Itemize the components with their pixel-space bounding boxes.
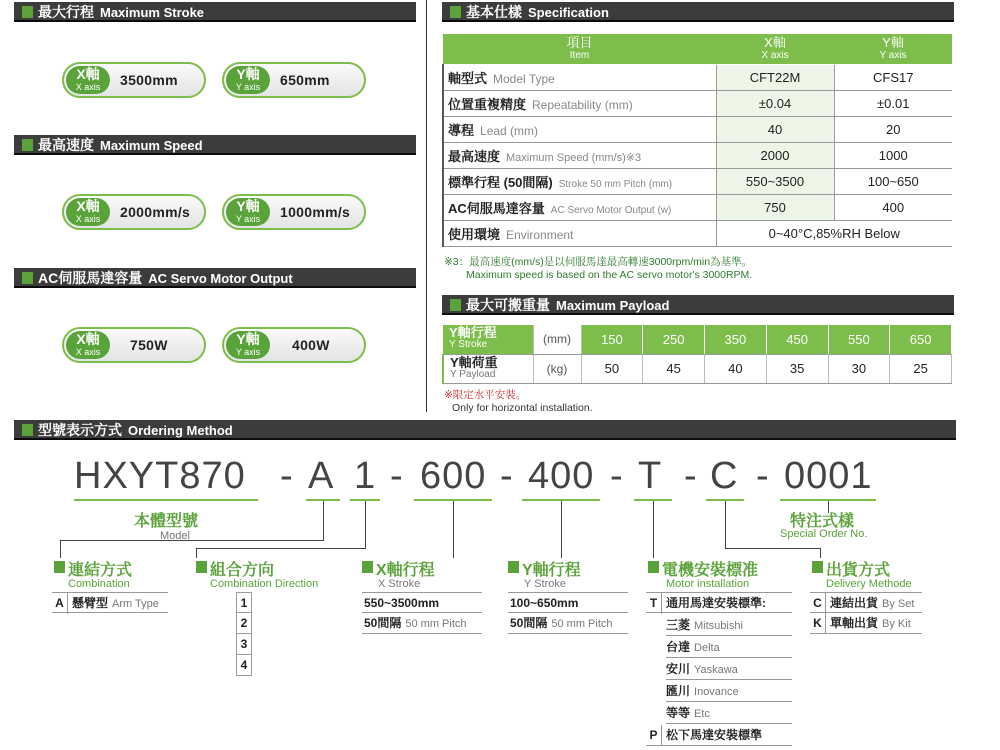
square-icon	[22, 6, 33, 18]
load-row	[443, 354, 952, 383]
option-label: 連結出貨	[830, 596, 879, 610]
spec-note-zh: ※3：最高速度(mm/s)是以伺服馬達最高轉速3000rpm/min為基準。	[444, 256, 753, 268]
pitch-en: 50 mm Pitch	[405, 618, 467, 630]
section-title-zh: 最大行程	[38, 4, 94, 20]
stroke-unit: (mm)	[533, 325, 581, 354]
code-x-stroke: 600	[420, 455, 487, 497]
y-axis-badge	[226, 66, 270, 94]
connector	[725, 548, 821, 549]
option-key: P	[646, 725, 662, 746]
delivery-title: 出貨方式	[826, 562, 891, 579]
payload-note-en: Only for horizontal installation.	[452, 402, 593, 414]
row-label-zh: AC伺服馬達容量	[448, 200, 545, 216]
x-value: CFT22M	[716, 64, 834, 90]
section-bar-payload	[442, 295, 954, 315]
x-value: ±0.04	[716, 90, 834, 116]
brand-zh: 台達	[666, 640, 691, 654]
section-title-zh: 最高速度	[38, 137, 94, 153]
connector	[561, 501, 562, 558]
section-title-zh: 型號表示方式	[38, 422, 122, 438]
square-icon	[450, 299, 461, 311]
code-special: 0001	[784, 455, 873, 497]
square-icon	[450, 6, 461, 18]
row-label-zh: 最高速度	[448, 148, 501, 164]
list-item	[646, 725, 792, 746]
x-axis-badge	[66, 66, 110, 94]
code-delivery: C	[710, 455, 739, 497]
x-stroke-title: X軸行程	[376, 562, 435, 579]
y-value: 100~650	[834, 168, 952, 194]
header-x-zh: X軸	[764, 34, 786, 50]
table-row	[443, 116, 952, 142]
code-model: HXYT870	[74, 455, 246, 497]
combination-title: 連結方式	[68, 562, 133, 579]
square-icon	[362, 561, 373, 573]
list-item	[52, 592, 168, 613]
x-axis-badge	[66, 198, 110, 226]
code-dash: -	[280, 455, 294, 497]
section-title-zh: AC伺服馬達容量	[38, 270, 143, 286]
stroke-header-en: Y Stroke	[449, 339, 488, 351]
row-label-en: Maximum Speed (mm/s)※3	[506, 151, 642, 164]
connector	[323, 501, 324, 541]
load-cell: 35	[766, 354, 828, 383]
list-item	[666, 659, 792, 680]
env-value: 0~40°C,85%RH Below	[716, 220, 952, 246]
load-header	[443, 354, 533, 383]
stroke-cell: 650	[890, 325, 952, 354]
model-label-zh: 本體型號	[134, 513, 199, 530]
brand-zh: 安川	[666, 662, 691, 676]
connector	[453, 501, 454, 558]
y-stroke-value: 650mm	[280, 72, 330, 88]
payload-table	[442, 325, 952, 384]
list-item	[362, 592, 482, 613]
x-value: 550~3500	[716, 168, 834, 194]
square-icon	[648, 561, 659, 573]
connector	[365, 501, 366, 549]
row-label-en: Model Type	[493, 71, 555, 86]
model-label-en: Model	[160, 530, 190, 542]
axis-en: X axis	[75, 347, 101, 357]
row-label	[443, 168, 716, 194]
list-item: 1	[236, 592, 252, 613]
section-title-zh: 基本仕樣	[466, 4, 522, 20]
section-bar-motor	[14, 268, 416, 288]
brand-en: Etc	[694, 708, 710, 720]
table-row	[443, 142, 952, 168]
stroke-header	[443, 325, 533, 354]
code-dash: -	[390, 455, 404, 497]
load-header-en: Y Payload	[450, 368, 496, 380]
table-row	[443, 168, 952, 194]
special-label-en: Special Order No.	[780, 528, 868, 540]
y-value: 20	[834, 116, 952, 142]
motor-title: 電機安裝標准	[662, 562, 759, 579]
list-item	[646, 592, 792, 613]
option-key: C	[810, 593, 826, 614]
y-motor-value: 400W	[292, 337, 330, 353]
option-key: A	[52, 593, 68, 614]
row-label	[443, 90, 716, 116]
axis-zh: X軸	[76, 198, 100, 214]
section-title-en: Maximum Stroke	[100, 5, 205, 20]
list-item: 4	[236, 655, 252, 676]
row-label	[443, 220, 716, 246]
pitch-zh: 50間隔	[364, 616, 402, 630]
stroke-header-zh: Y軸行程	[449, 325, 497, 341]
x-value: 40	[716, 116, 834, 142]
special-label-zh: 特注式樣	[790, 513, 855, 530]
connector	[60, 540, 324, 541]
header-x	[716, 34, 834, 64]
x-value: 2000	[716, 142, 834, 168]
stroke-cell: 250	[643, 325, 705, 354]
load-unit: (kg)	[533, 354, 581, 383]
code-dash: -	[684, 455, 698, 497]
header-item	[443, 34, 716, 64]
list-item	[666, 615, 792, 636]
x-speed-pill	[62, 194, 206, 230]
payload-note	[444, 389, 593, 415]
load-cell: 25	[890, 354, 952, 383]
list-item: 2	[236, 613, 252, 634]
y-stroke-title: Y軸行程	[522, 562, 581, 579]
header-y	[834, 34, 952, 64]
list-item	[810, 592, 922, 613]
axis-zh: X軸	[76, 331, 100, 347]
axis-en: Y axis	[235, 214, 261, 224]
code-underline	[74, 499, 258, 501]
spec-note	[444, 256, 752, 282]
row-label-zh: 位置重複精度	[448, 96, 527, 112]
code-y-stroke: 400	[528, 455, 595, 497]
section-title-en: Maximum Speed	[100, 138, 203, 153]
list-item: 3	[236, 634, 252, 655]
stroke-row	[443, 325, 952, 354]
list-item	[810, 613, 922, 634]
header-y-zh: Y軸	[882, 34, 904, 50]
section-bar-stroke	[14, 2, 416, 22]
column-divider	[426, 0, 427, 412]
table-row	[443, 220, 952, 246]
y-axis-badge	[226, 331, 270, 359]
row-label-en: Lead (mm)	[480, 123, 539, 138]
row-label-en: AC Servo Motor Output (w)	[550, 204, 672, 216]
option-label-en: By Kit	[882, 618, 911, 630]
connector	[653, 501, 654, 558]
row-label	[443, 142, 716, 168]
axis-en: Y axis	[235, 82, 261, 92]
header-item-en: Item	[569, 49, 590, 61]
section-title-zh: 最大可搬重量	[466, 297, 550, 313]
square-icon	[54, 561, 65, 573]
list-item	[666, 681, 792, 702]
option-key: T	[646, 593, 662, 614]
code-motor: T	[638, 455, 663, 497]
list-item	[362, 613, 482, 634]
section-title-en: Specification	[528, 5, 609, 20]
row-label-en: Stroke 50 mm Pitch (mm)	[558, 178, 673, 190]
brand-en: Delta	[694, 642, 720, 654]
y-value: 1000	[834, 142, 952, 168]
code-direction: 1	[354, 455, 377, 497]
row-label-en: Repeatability (mm)	[532, 97, 633, 112]
brand-en: Mitsubishi	[694, 620, 743, 632]
brand-en: Inovance	[694, 686, 739, 698]
connector	[196, 548, 197, 558]
x-motor-value: 750W	[130, 337, 168, 353]
code-dash: -	[610, 455, 624, 497]
y-stroke-pill	[222, 62, 366, 98]
load-cell: 40	[705, 354, 767, 383]
axis-zh: Y軸	[236, 331, 260, 347]
option-label: 懸臂型	[72, 596, 109, 610]
brand-zh: 等等	[666, 706, 691, 720]
option-key: K	[810, 613, 826, 634]
brand-zh: 匯川	[666, 684, 691, 698]
x-stroke-range: 550~3500mm	[364, 596, 440, 610]
stroke-cell: 150	[581, 325, 643, 354]
connector	[820, 548, 821, 558]
table-row	[443, 64, 952, 90]
axis-en: X axis	[75, 214, 101, 224]
axis-zh: X軸	[76, 66, 100, 82]
payload-note-zh: ※限定水平安裝。	[444, 389, 527, 401]
square-icon	[508, 561, 519, 573]
delivery-subtitle: Delivery Methode	[826, 578, 912, 590]
section-title-en: Maximum Payload	[556, 298, 670, 313]
row-label	[443, 64, 716, 90]
square-icon	[22, 139, 33, 151]
spec-note-en: Maximum speed is based on the AC servo motor's 3000RPM.	[466, 269, 753, 281]
square-icon	[196, 561, 207, 573]
row-label-zh: 使用環境	[448, 226, 501, 242]
y-axis-badge	[226, 198, 270, 226]
load-header-zh: Y軸荷重	[450, 354, 498, 370]
x-stroke-value: 3500mm	[120, 72, 178, 88]
table-row	[443, 90, 952, 116]
axis-en: X axis	[75, 82, 101, 92]
table-row	[443, 194, 952, 220]
row-label-en: Environment	[506, 227, 574, 242]
y-value: CFS17	[834, 64, 952, 90]
list-item	[508, 613, 628, 634]
header-y-en: Y axis	[879, 49, 907, 61]
square-icon	[22, 424, 33, 436]
code-combination: A	[308, 455, 335, 497]
option-label: 單軸出貨	[830, 616, 879, 630]
axis-zh: Y軸	[236, 66, 260, 82]
x-stroke-pill	[62, 62, 206, 98]
code-dash: -	[756, 455, 770, 497]
header-x-en: X axis	[761, 49, 789, 61]
axis-en: Y axis	[235, 347, 261, 357]
row-label	[443, 116, 716, 142]
option-label-en: By Set	[882, 598, 915, 610]
section-title-en: AC Servo Motor Output	[148, 271, 293, 286]
x-speed-value: 2000mm/s	[120, 204, 191, 220]
stroke-cell: 350	[705, 325, 767, 354]
x-stroke-subtitle: X Stroke	[378, 578, 421, 590]
motor-subtitle: Motor installation	[666, 578, 750, 590]
spec-header-row	[443, 34, 952, 64]
row-label	[443, 194, 716, 220]
y-stroke-range: 100~650mm	[510, 596, 579, 610]
list-item	[508, 592, 628, 613]
direction-subtitle: Combination Direction	[210, 578, 319, 590]
section-bar-speed	[14, 135, 416, 155]
square-icon	[22, 272, 33, 284]
row-label-zh: 標準行程 (50間隔)	[448, 174, 553, 190]
x-value: 750	[716, 194, 834, 220]
code-dash: -	[500, 455, 514, 497]
x-motor-pill	[62, 327, 206, 363]
connector	[725, 501, 726, 549]
spec-table	[442, 34, 952, 247]
stroke-cell: 450	[766, 325, 828, 354]
axis-zh: Y軸	[236, 198, 260, 214]
load-cell: 50	[581, 354, 643, 383]
connector	[196, 548, 366, 549]
x-axis-badge	[66, 331, 110, 359]
option-label-en: Arm Type	[112, 598, 159, 610]
section-title-en: Ordering Method	[128, 423, 233, 438]
header-item-zh: 項目	[566, 34, 593, 50]
row-label-zh: 軸型式	[448, 70, 488, 86]
section-bar-spec	[442, 2, 954, 22]
list-item	[666, 703, 792, 724]
combination-subtitle: Combination	[68, 578, 130, 590]
stroke-cell: 550	[828, 325, 890, 354]
brand-en: Yaskawa	[694, 664, 738, 676]
pitch-zh: 50間隔	[510, 616, 548, 630]
y-stroke-subtitle: Y Stroke	[524, 578, 566, 590]
connector	[60, 540, 61, 558]
option-label: 通用馬達安裝標準:	[666, 596, 766, 610]
y-value: 400	[834, 194, 952, 220]
square-icon	[812, 561, 823, 573]
y-value: ±0.01	[834, 90, 952, 116]
y-motor-pill	[222, 327, 366, 363]
y-speed-value: 1000mm/s	[280, 204, 351, 220]
section-bar-ordering	[14, 420, 956, 440]
list-item	[666, 637, 792, 658]
row-label-zh: 導程	[448, 122, 475, 138]
load-cell: 45	[643, 354, 705, 383]
brand-zh: 三菱	[666, 618, 691, 632]
direction-title: 組合方向	[210, 562, 275, 579]
option-label: 松下馬達安裝標準	[666, 728, 763, 742]
load-cell: 30	[828, 354, 890, 383]
pitch-en: 50 mm Pitch	[551, 618, 613, 630]
y-speed-pill	[222, 194, 366, 230]
